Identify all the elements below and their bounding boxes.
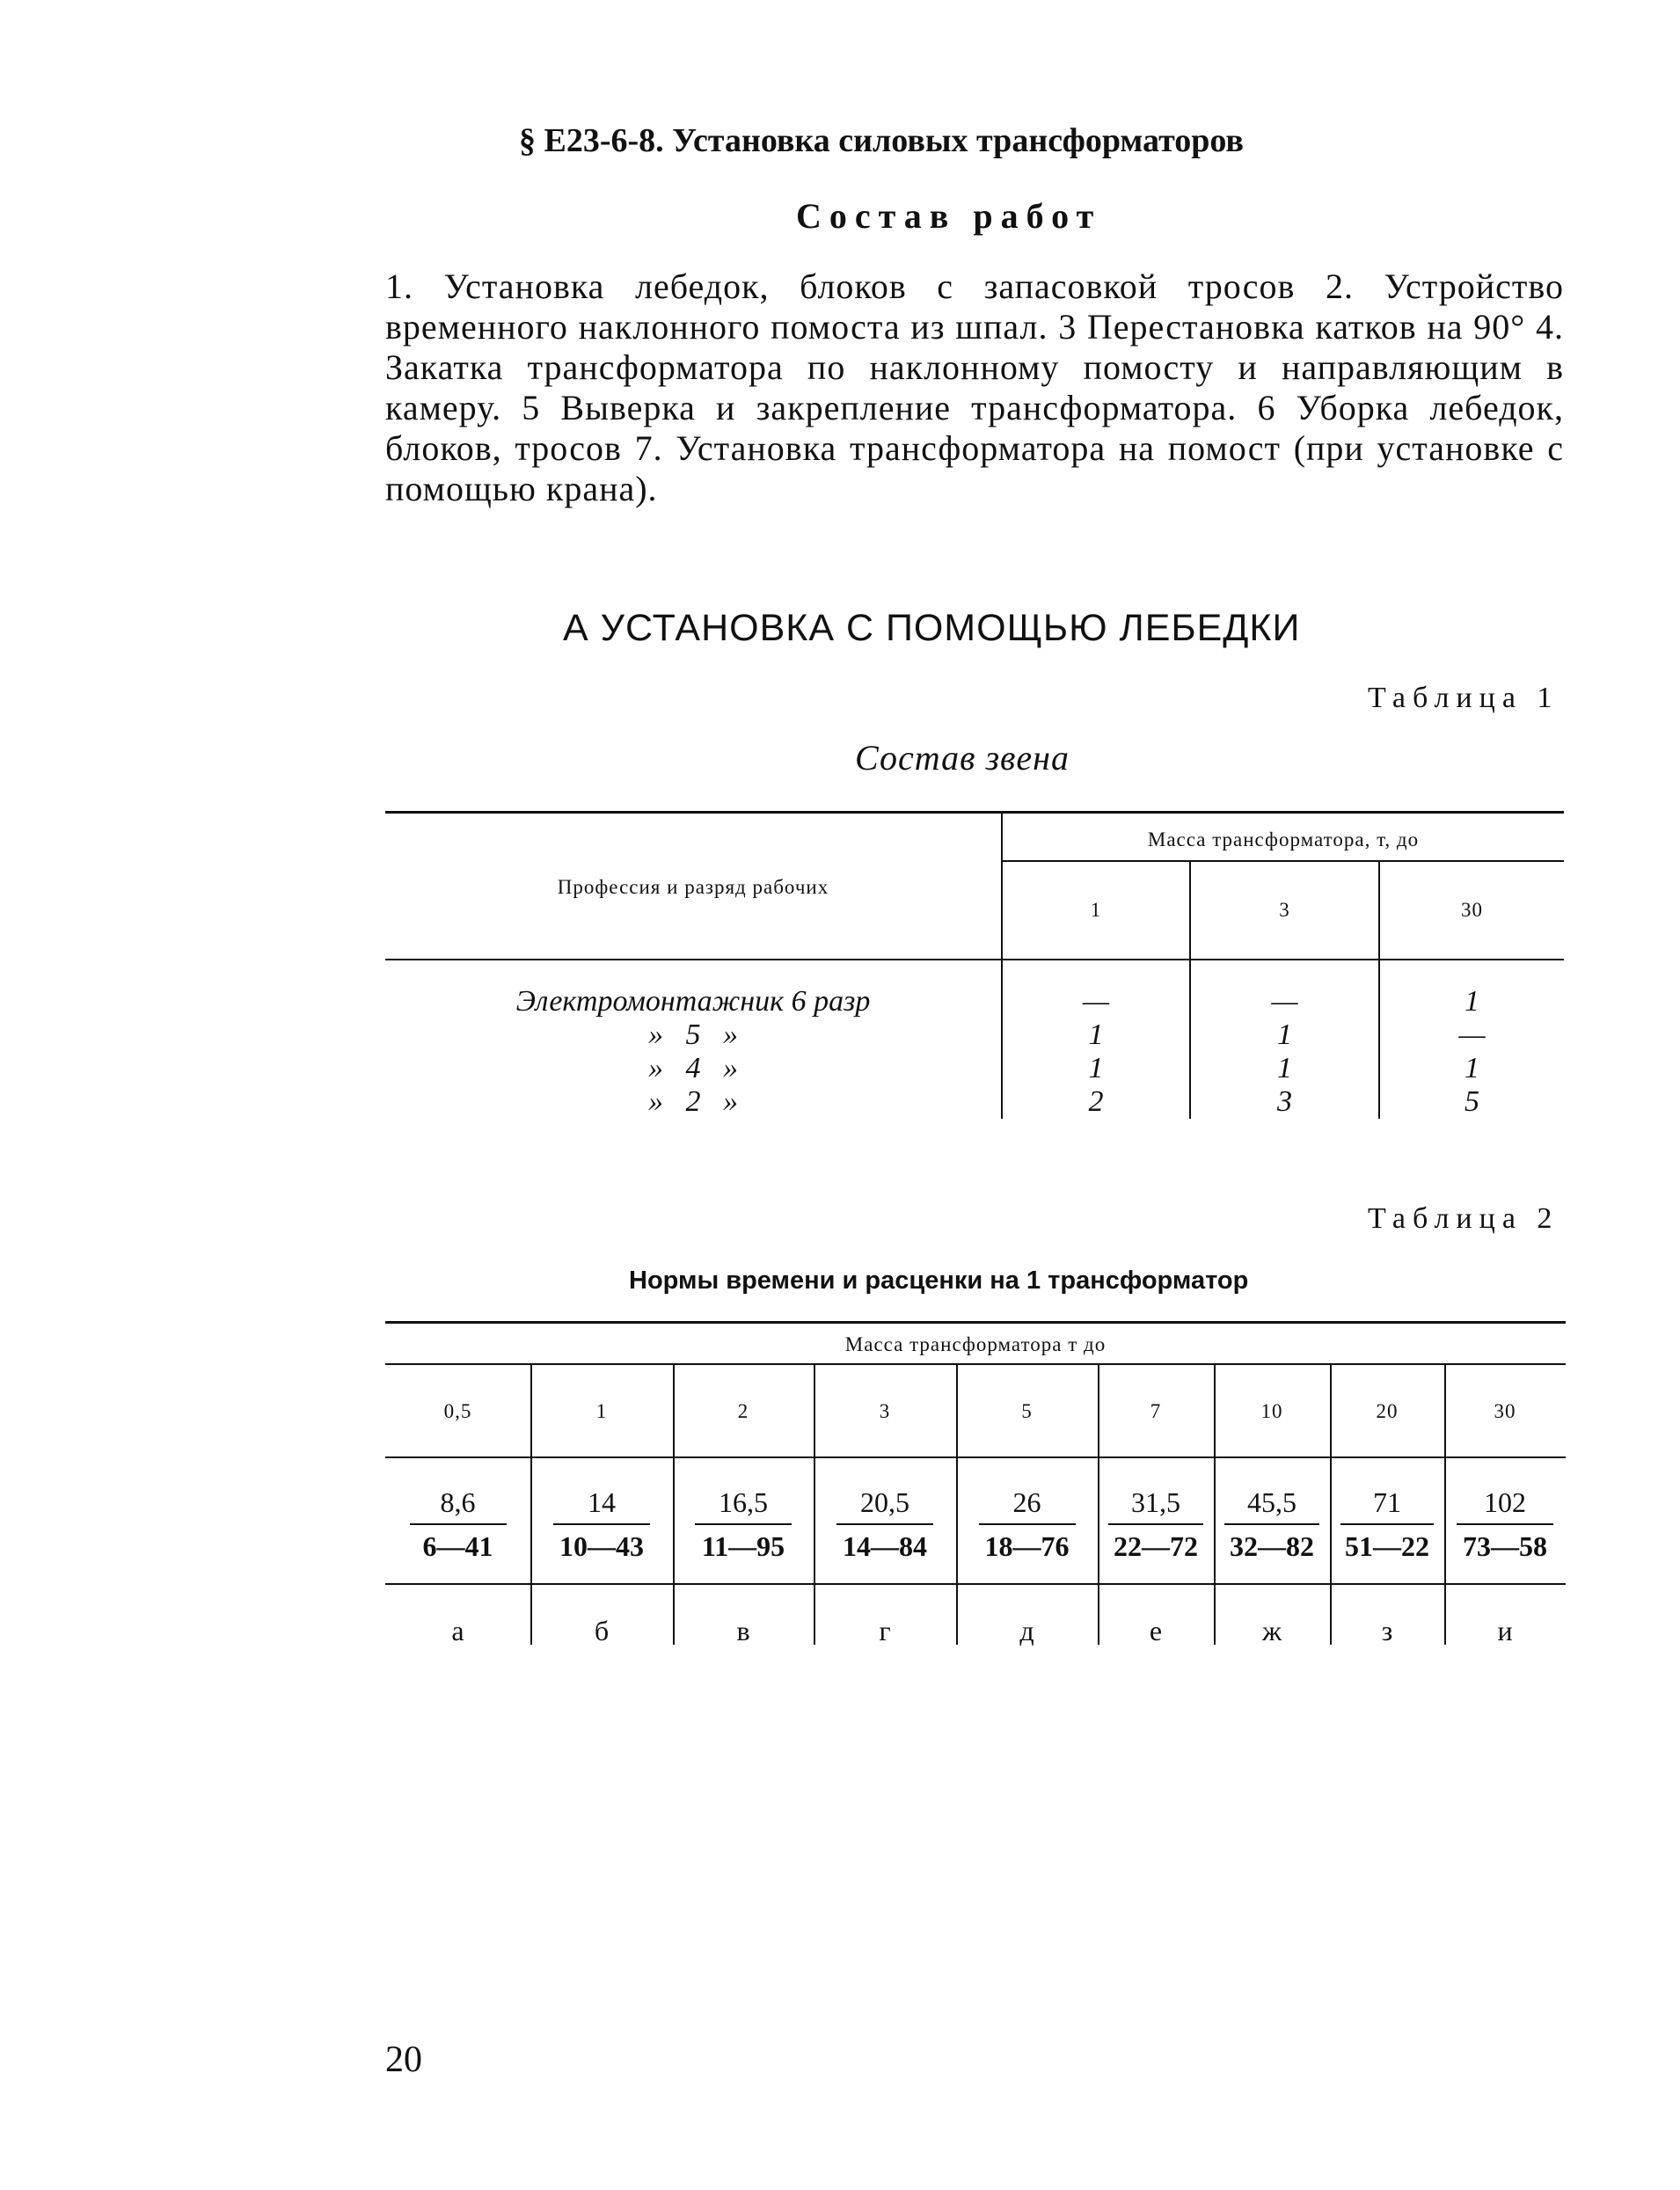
table1-header-rule [385, 959, 1564, 960]
table2-norm-value: 102 [1484, 1486, 1526, 1518]
table2-col-header: 7 [1150, 1400, 1162, 1422]
table2-norm-value: 26 [1012, 1486, 1041, 1518]
table1-row-profession: Электромонтажник 6 разр [515, 985, 871, 1018]
table1-col-header: 3 [1279, 899, 1290, 921]
table2-column-letter: в [736, 1615, 750, 1646]
table2-fraction-bar [1340, 1523, 1434, 1525]
table2-norm-value: 71 [1373, 1486, 1401, 1518]
table2-fraction-bar [1108, 1523, 1203, 1525]
section-title: § Е23-6-8. Установка силовых трансформаторов [519, 122, 1244, 159]
table2-norm-value: 14 [588, 1486, 616, 1518]
table2-col-header: 20 [1376, 1400, 1399, 1422]
table2-header-rule [385, 1456, 1566, 1458]
table2-fraction-bar [553, 1523, 650, 1525]
table2-col-header: 2 [737, 1400, 749, 1422]
table2-col-header: 10 [1260, 1400, 1283, 1422]
table1-cell: — [1458, 1018, 1486, 1051]
table2-group-rule [385, 1363, 1566, 1365]
table1-cell: — [1082, 985, 1110, 1018]
table2-col-header: 1 [595, 1400, 608, 1422]
table1-cell: 5 [1465, 1085, 1479, 1118]
page-number: 20 [385, 2040, 422, 2080]
table2-column-letter: и [1497, 1615, 1513, 1646]
table2-col-header: 0,5 [443, 1400, 472, 1422]
table1-col-header: 1 [1090, 899, 1102, 921]
table2-rate-value: 14—84 [843, 1530, 927, 1562]
table1-row-profession: » 4 » [648, 1052, 738, 1084]
table2-rate-value: 22—72 [1114, 1530, 1198, 1562]
table2-column-letter: з [1381, 1615, 1393, 1646]
table2-column-letter: г [879, 1615, 891, 1646]
table2-column-letter: ж [1261, 1615, 1282, 1646]
table2-rate-value: 18—76 [984, 1530, 1070, 1562]
table2-data-rule [385, 1583, 1566, 1585]
table2-caption: Нормы времени и расценки на 1 трансформатор [629, 1267, 1249, 1295]
composition-heading: Состав работ [796, 196, 1102, 236]
table2-col-header: 30 [1494, 1400, 1516, 1422]
table2-fraction-bar [979, 1523, 1076, 1525]
subsection-heading: А УСТАНОВКА С ПОМОЩЬЮ ЛЕБЕДКИ [563, 607, 1301, 649]
table2-fraction-bar [1457, 1523, 1553, 1525]
table2-fraction-bar [695, 1523, 792, 1525]
table2-norm-value: 20,5 [860, 1486, 909, 1518]
table2-fraction-bar [836, 1523, 933, 1525]
table1-cell: 2 [1088, 1085, 1104, 1118]
table1-caption: Состав звена [855, 738, 1070, 777]
table2-top-rule [385, 1321, 1566, 1324]
table1-col-header: 30 [1461, 899, 1483, 921]
table2-column-letter: б [594, 1615, 610, 1646]
table1-cell: 1 [1088, 1052, 1104, 1084]
table2-fraction-bar [1224, 1523, 1319, 1525]
table1-header-profession: Профессия и разряд рабочих [557, 876, 829, 898]
table1-top-rule [385, 811, 1564, 814]
table2-header-mass: Масса трансформатора т до [844, 1333, 1107, 1355]
work-list-paragraph: 1. Установка лебедок, блоков с запасовкой тросов 2. Устройство временного наклонного помоста из шпал. 3 Перестановка катков на 90° 4. Закатка трансформатора по наклонному помосту и направляющим в камеру. 5 Выверка и закрепление трансформатора. 6 Уборка лебедок, блоков, тросов 7. Установка трансформатора на помост (при установке с помощью крана). [385, 266, 1564, 508]
table2-column-letter: а [451, 1615, 464, 1646]
table1-cell: 1 [1088, 1018, 1104, 1051]
table2-col-header: 5 [1021, 1400, 1033, 1422]
table2-norm-value: 45,5 [1247, 1486, 1297, 1518]
table2-norm-value: 16,5 [719, 1486, 768, 1518]
table2-rate-value: 32—82 [1230, 1530, 1314, 1562]
table2-label: Таблица 2 [1368, 1202, 1559, 1235]
table2-rate-value: 51—22 [1345, 1530, 1429, 1562]
table1-cell: 1 [1277, 1018, 1292, 1051]
table1-label: Таблица 1 [1368, 682, 1559, 714]
table2-fraction-bar [410, 1523, 507, 1525]
table1-header-mass: Масса трансформатора, т, до [1147, 829, 1420, 850]
table1-cell: 1 [1465, 985, 1479, 1018]
table2-norm-value: 31,5 [1131, 1486, 1180, 1518]
table2-col-header: 3 [879, 1400, 891, 1422]
table2-column-letter: е [1149, 1615, 1163, 1646]
table2-rate-value: 73—58 [1463, 1530, 1547, 1562]
table1-cell: 1 [1277, 1052, 1292, 1084]
table1-group-rule [1001, 860, 1564, 862]
table1-cell: 1 [1465, 1052, 1479, 1084]
table2-rate-value: 10—43 [559, 1530, 644, 1562]
table2-rate-value: 11—95 [701, 1530, 785, 1562]
table1-row-profession: » 5 » [648, 1018, 738, 1051]
table1-cell: — [1271, 985, 1298, 1018]
table1-row-profession: » 2 » [648, 1085, 738, 1118]
table2-norm-value: 8,6 [440, 1486, 476, 1518]
table2-column-letter: д [1019, 1615, 1034, 1646]
table2-rate-value: 6—41 [422, 1530, 493, 1562]
table1-cell: 3 [1277, 1085, 1292, 1118]
